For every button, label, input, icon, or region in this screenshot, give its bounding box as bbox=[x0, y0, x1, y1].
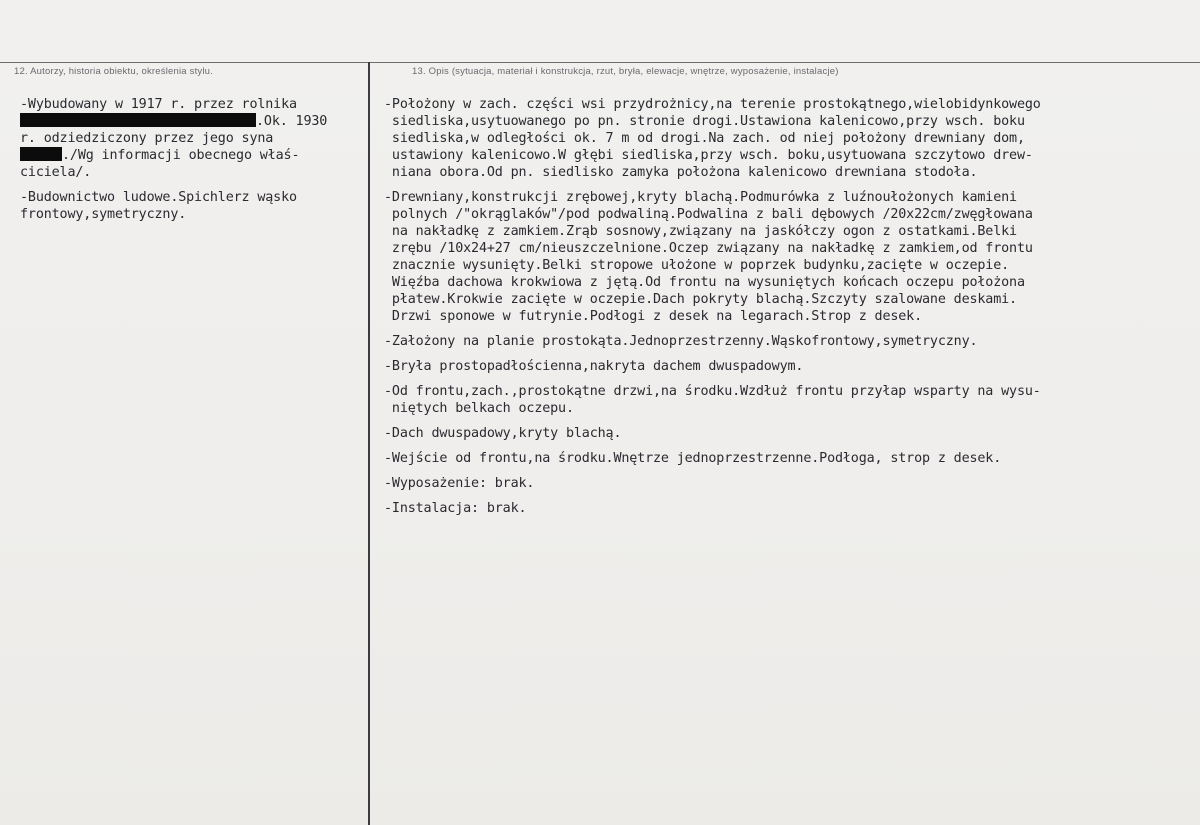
text-fragment: ./Wg informacji obecnego właś- bbox=[62, 148, 300, 163]
style-entry bbox=[20, 189, 370, 223]
text-line: ciciela/. bbox=[20, 165, 92, 180]
text-line: -Instalacja: brak. bbox=[384, 501, 527, 516]
plan-paragraph bbox=[384, 333, 1198, 350]
text-line bbox=[20, 147, 370, 164]
text-line: -Wybudowany w 1917 r. przez rolnika bbox=[20, 97, 297, 112]
text-line: r. odziedziczony przez jego syna bbox=[20, 131, 274, 146]
redaction-bar bbox=[20, 147, 62, 161]
text-line: -Położony w zach. części wsi przydrożnicy,na terenie prostokątnego,wielobidynkowego bbox=[384, 97, 1041, 112]
header-rule bbox=[0, 62, 1200, 63]
text-line: niana obora.Od pn. siedlisko zamyka położona kalenicowo drewniana stodoła. bbox=[384, 165, 978, 180]
text-line: niętych belkach oczepu. bbox=[384, 401, 574, 416]
text-line: -Dach dwuspadowy,kryty blachą. bbox=[384, 426, 622, 441]
text-line bbox=[20, 113, 370, 130]
text-line: polnych /"okrąglaków"/pod podwaliną.Podwalina z bali dębowych /20x22cm/zwęgłowana bbox=[384, 207, 1033, 222]
text-line: Drzwi sponowe w futrynie.Podłogi z desek na legarach.Strop z desek. bbox=[384, 309, 923, 324]
section-13-heading: 13. Opis (sytuacja, materiał i konstrukcja, rzut, bryła, elewacje, wnętrze, wyposażenie, instalacje) bbox=[412, 66, 839, 77]
section-12-heading: 12. Autorzy, historia obiektu, określenia stylu. bbox=[14, 66, 213, 77]
text-line: -Założony na planie prostokąta.Jednoprzestrzenny.Wąskofrontowy,symetryczny. bbox=[384, 334, 978, 349]
situation-paragraph bbox=[384, 96, 1198, 181]
construction-paragraph bbox=[384, 189, 1198, 325]
text-line: na nakładkę z zamkiem.Zrąb sosnowy,związany na jaskółczy ogon z ostatkami.Belki bbox=[384, 224, 1017, 239]
description-column bbox=[384, 96, 1198, 525]
text-line: -Budownictwo ludowe.Spichlerz wąsko bbox=[20, 190, 297, 205]
text-fragment: .Ok. 1930 bbox=[256, 114, 328, 129]
text-line: siedliska,usytuowanego po pn. stronie drogi.Ustawiona kalenicowo,przy wsch. boku bbox=[384, 114, 1025, 129]
text-line: -Wejście od frontu,na środku.Wnętrze jednoprzestrzenne.Podłoga, strop z desek. bbox=[384, 451, 1002, 466]
text-line: -Od frontu,zach.,prostokątne drzwi,na środku.Wzdłuż frontu przyłap wsparty na wysu- bbox=[384, 384, 1041, 399]
construction-history-entry bbox=[20, 96, 370, 181]
text-line: ustawiony kalenicowo.W głębi siedliska,przy wsch. boku,usytuowana szczytowo drew- bbox=[384, 148, 1033, 163]
text-line: siedliska,w odległości ok. 7 m od drogi.Na zach. od niej położony drewniany dom, bbox=[384, 131, 1025, 146]
history-column bbox=[20, 96, 370, 231]
installations-paragraph bbox=[384, 500, 1198, 517]
text-line: frontowy,symetryczny. bbox=[20, 207, 187, 222]
interior-paragraph bbox=[384, 450, 1198, 467]
roof-paragraph bbox=[384, 425, 1198, 442]
text-line: zrębu /10x24+27 cm/nieuszczelnione.Oczep związany na nakładkę z zamkiem,od frontu bbox=[384, 241, 1033, 256]
furnishings-paragraph bbox=[384, 475, 1198, 492]
text-line: Więźba dachowa krokwiowa z jętą.Od frontu na wysuniętych końcach oczepu położona bbox=[384, 275, 1025, 290]
redaction-bar bbox=[20, 113, 256, 127]
text-line: -Bryła prostopadłościenna,nakryta dachem dwuspadowym. bbox=[384, 359, 804, 374]
text-line: znacznie wysunięty.Belki stropowe ułożone w poprzek budynku,zacięte w oczepie. bbox=[384, 258, 1010, 273]
text-line: -Wyposażenie: brak. bbox=[384, 476, 535, 491]
text-line: -Drewniany,konstrukcji zrębowej,kryty blachą.Podmurówka z luźnoułożonych kamieni bbox=[384, 190, 1017, 205]
massing-paragraph bbox=[384, 358, 1198, 375]
elevations-paragraph bbox=[384, 383, 1198, 417]
text-line: płatew.Krokwie zacięte w oczepie.Dach pokryty blachą.Szczyty szalowane deskami. bbox=[384, 292, 1017, 307]
